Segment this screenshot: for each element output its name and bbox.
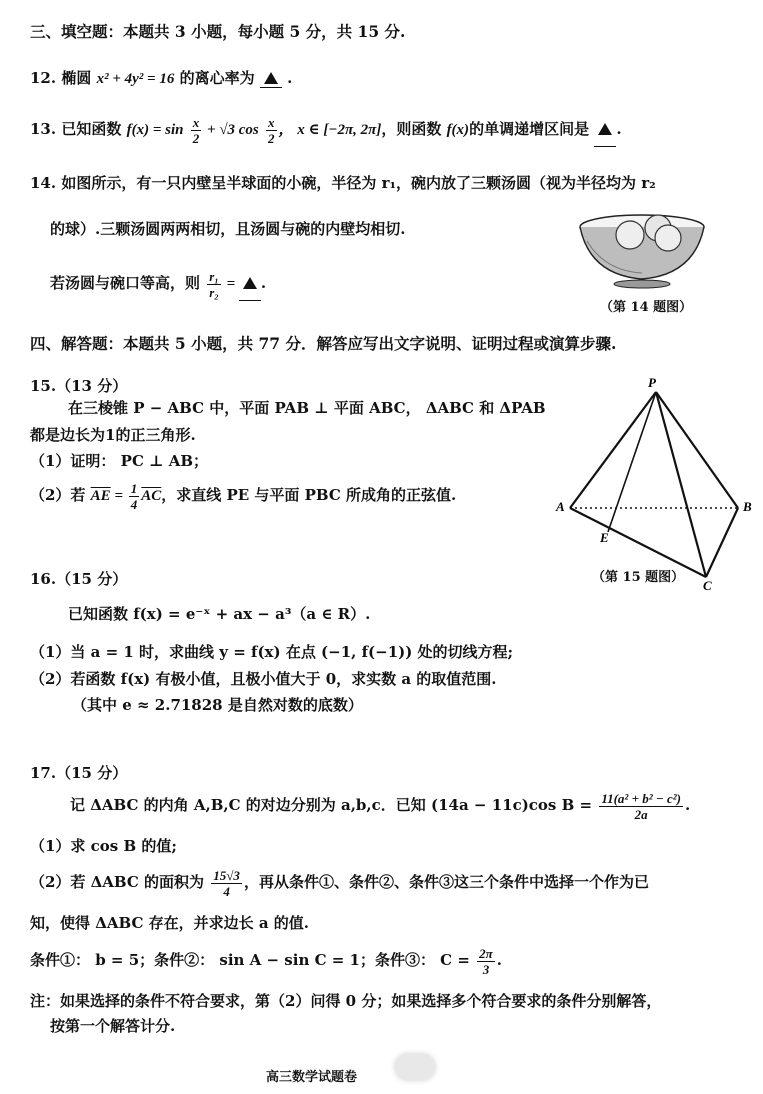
label-a: A — [556, 499, 565, 514]
q13-fx-2: f(x) — [446, 122, 470, 138]
q12-text-a: 椭圆 — [61, 69, 92, 87]
label-b: B — [743, 499, 752, 514]
q14-number: 14. — [30, 174, 57, 192]
q12-text-b: 的离心率为 — [179, 69, 255, 87]
q17-line-1-a: 记 ΔABC 的内角 A,B,C 的对边分别为 a,b,c．已知 (14a − 11c)cos B = — [70, 796, 593, 814]
edge-bc — [706, 508, 738, 577]
bowl-base — [614, 280, 670, 288]
q14-fraction: $\frac{\text{r₁}}{\text{r₂}}$ — [209, 268, 219, 300]
section-3-heading: 三、填空题：本题共 3 小题，每小题 5 分，共 15 分. — [30, 22, 406, 41]
q15-equals: = — [110, 488, 127, 504]
q16-part-2: （2）若函数 f(x) 有极小值，且极小值大于 0，求实数 a 的取值范围. — [30, 670, 497, 688]
q17-fraction-1: $\frac{\text{11(a² + b² − c²)}}{2a}$ — [601, 790, 682, 822]
q14-answer-blank — [239, 266, 261, 301]
q15-caption: （第 15 题图） — [592, 570, 685, 585]
label-p: P — [648, 375, 656, 390]
q16-line-1: 已知函数 f(x) = e⁻ˣ + ax − a³（a ∈ R）. — [68, 605, 371, 623]
q17-note-2: 按第一个解答计分. — [50, 1017, 176, 1035]
q13-text-c: 的单调递增区间是 — [469, 120, 590, 138]
q14-equals: = — [222, 276, 239, 292]
q15-part-2 — [30, 478, 456, 513]
q17-note-1: 注：如果选择的条件不符合要求，第（2）问得 0 分；如果选择多个符合要求的条件分别解答， — [30, 992, 662, 1010]
q12-equation: x² + 4y² = 16 — [96, 71, 175, 87]
q14-text-3a: 若汤圆与碗口等高，则 — [50, 274, 201, 292]
edge-pa — [570, 392, 656, 508]
q13-end: . — [616, 120, 622, 138]
page-number-smudge — [395, 1054, 435, 1080]
q16-part-1: （1）当 a = 1 时，求曲线 y = f(x) 在点 (−1, f(−1)) 处的切线方程; — [30, 643, 514, 661]
q17-part-2 — [30, 860, 649, 904]
q16-number: 16.（15 分） — [30, 570, 128, 588]
triangle-answer-icon — [243, 277, 257, 289]
q14-line-1 — [30, 172, 656, 193]
q13-eq-b: + √3 cos — [203, 122, 259, 138]
label-c: C — [703, 578, 712, 593]
tetrahedron-figure — [548, 372, 763, 594]
question-12 — [30, 67, 292, 88]
q15-line-1: 在三棱锥 P − ABC 中，平面 PAB ⊥ 平面 ABC， ΔABC 和 ΔPAB — [68, 399, 546, 417]
q17-fraction-3: $\frac{2\pi}{3}$ — [479, 945, 493, 977]
q14-text-1: 如图所示，有一只内壁呈半球面的小碗，半径为 r₁，碗内放了三颗汤圆（视为半径均为 r₂ — [61, 174, 656, 192]
q15-number: 15.（13 分） — [30, 377, 128, 395]
edge-pb — [656, 392, 738, 508]
q16-note: （其中 e ≈ 2.71828 是自然对数的底数） — [72, 696, 363, 714]
q13-number: 13. — [30, 120, 57, 138]
q17-number: 17.（15 分） — [30, 764, 128, 782]
q13-frac-2: $\frac{x}{2}$ — [268, 114, 275, 146]
q17-part-1: （1）求 cos B 的值; — [30, 837, 177, 855]
q12-end: . — [287, 69, 293, 87]
ball-left — [616, 221, 644, 249]
q13-frac-1: $\frac{x}{2}$ — [192, 114, 200, 146]
q13-fx: f(x) — [126, 122, 150, 138]
q14-end: . — [260, 274, 267, 292]
q14-line-3 — [50, 266, 266, 301]
q17-line-1 — [70, 785, 690, 825]
q17-part-2-b: ，再从条件①、条件②、条件③这三个条件中选择一个作为已 — [243, 873, 649, 891]
q13-text-b: ，则函数 — [381, 120, 442, 138]
q13-text-a: 已知函数 — [61, 120, 122, 138]
q15-fraction: $\frac{1}{4}$ — [130, 480, 138, 512]
q17-part-2-c: 知，使得 ΔABC 存在，并求边长 a 的值. — [30, 914, 310, 932]
section-4-heading: 四、解答题：本题共 5 小题，共 77 分．解答应写出文字说明、证明过程或演算步骤. — [30, 334, 617, 353]
edge-pc — [656, 392, 706, 577]
q15-line-2: 都是边长为1的正三角形. — [30, 426, 196, 444]
q15-vector-ac: $\overline{AC}$ — [141, 488, 162, 504]
q14-caption: （第 14 题图） — [600, 300, 693, 315]
q12-answer-blank — [260, 69, 282, 88]
label-e: E — [600, 530, 609, 545]
q13-eq-a: = sin — [149, 122, 184, 138]
q17-fraction-2: $\frac{15√3}{4}$ — [213, 867, 240, 899]
triangle-answer-icon — [598, 123, 612, 135]
q15-vector-ae: $\overline{AE}$ — [90, 488, 111, 504]
segment-pe — [608, 392, 656, 532]
q17-part-2-a: （2）若 ΔABC 的面积为 — [30, 873, 205, 891]
triangle-answer-icon — [264, 72, 278, 84]
q13-domain: ， x ∈ [−2π, 2π] — [278, 122, 382, 138]
q17-conditions-end: . — [496, 951, 502, 969]
q13-answer-blank — [594, 112, 616, 147]
footer-text: 高三数学试题卷 — [266, 1070, 358, 1085]
question-13 — [30, 112, 622, 147]
q15-part-1: （1）证明： PC ⊥ AB； — [30, 452, 209, 470]
q15-part-2-a: （2）若 — [30, 486, 86, 504]
q12-number: 12. — [30, 69, 57, 87]
q17-line-1-end: . — [685, 796, 691, 814]
bowl-figure — [575, 205, 710, 290]
q15-part-2-b: ，求直线 PE 与平面 PBC 所成角的正弦值. — [161, 486, 457, 504]
q17-conditions — [30, 940, 502, 980]
ball-right — [655, 225, 681, 251]
q14-line-2: 的球）.三颗汤圆两两相切，且汤圆与碗的内壁均相切. — [50, 220, 406, 238]
q17-conditions-a: 条件①： b = 5；条件②： sin A − sin C = 1；条件③： C = — [30, 951, 470, 969]
